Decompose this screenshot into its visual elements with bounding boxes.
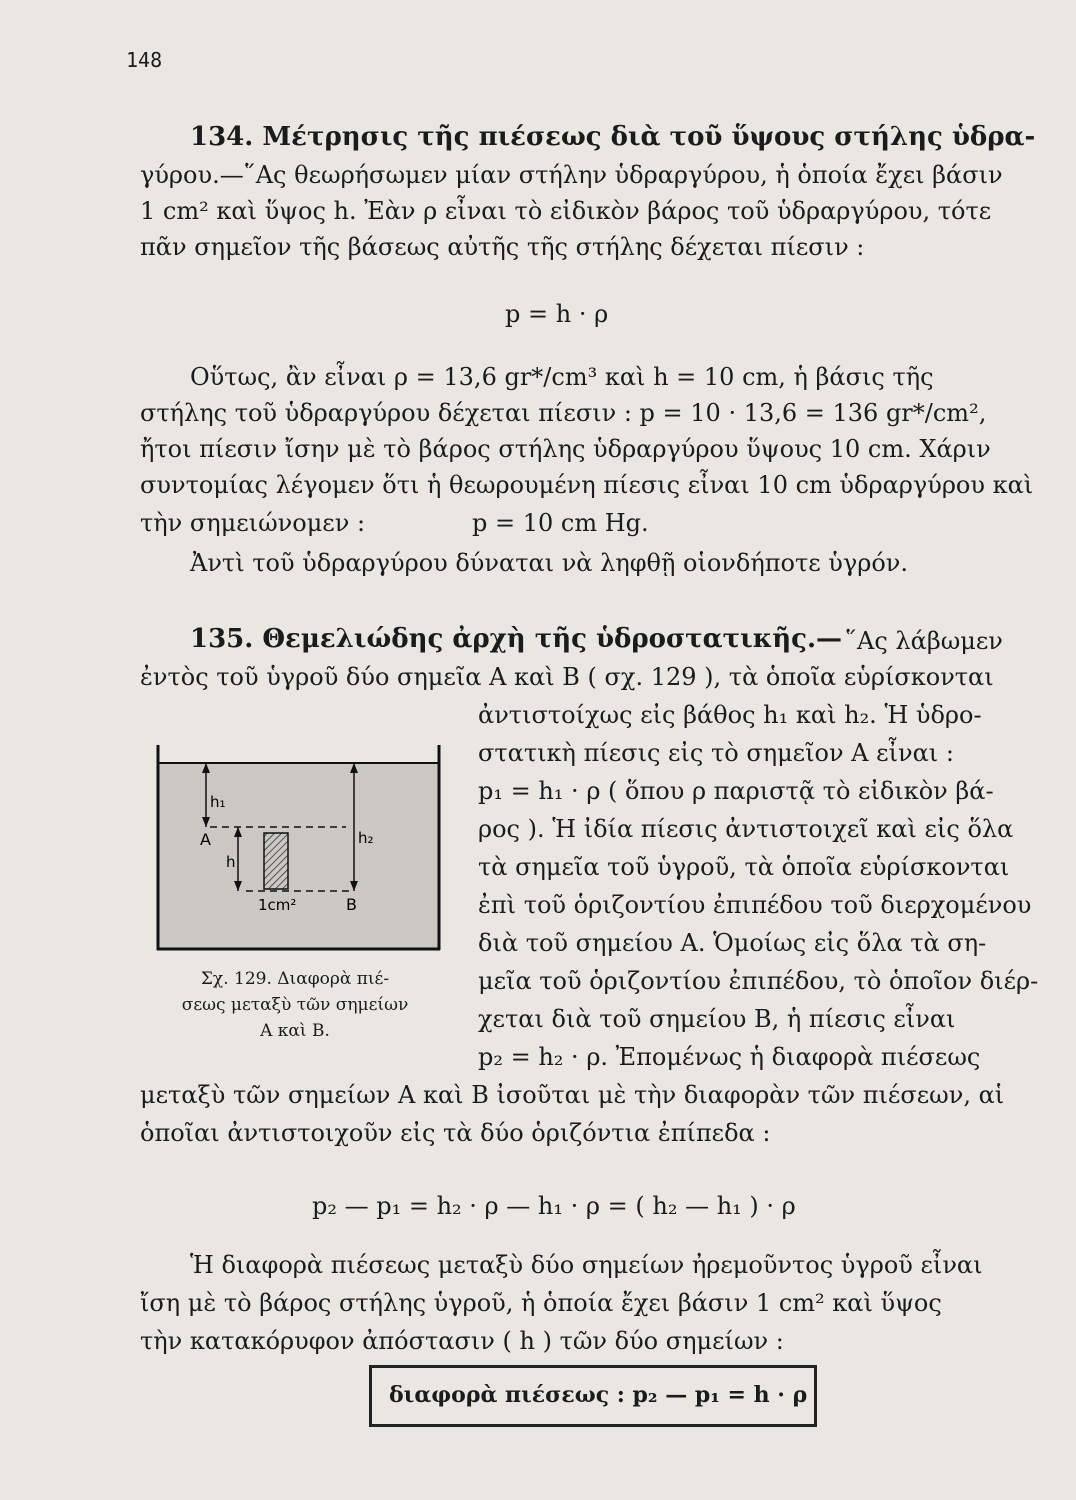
paragraph-line: συντομίας λέγομεν ὅτι ἡ θεωρουμένη πίεσις εἶναι 10 cm ὑδραργύρου καὶ [140, 471, 1034, 499]
side-line: ἐπὶ τοῦ ὁριζοντίου ἐπιπέδου τοῦ διερχομένου [478, 891, 1032, 919]
side-line: p₁ = h₁ · ρ ( ὅπου ρ παριστᾷ τὸ εἰδικὸν βά- [478, 777, 994, 805]
paragraph-line: γύρου.—῞Ας θεωρήσωμεν μίαν στήλην ὑδραργύρου, ἡ ὁποία ἔχει βάσιν [140, 161, 1003, 189]
side-line: p₂ = h₂ · ρ. Ἐπομένως ἡ διαφορὰ πιέσεως [478, 1043, 981, 1071]
label-a: A [200, 830, 211, 849]
boxed-formula: διαφορὰ πιέσεως : p₂ — p₁ = h · ρ [389, 1382, 808, 1408]
paragraph-line: Οὕτως, ἂν εἶναι ρ = 13,6 gr*/cm³ καὶ h = 10 cm, ἡ βάσις τῆς [190, 363, 934, 391]
label-h1: h₁ [210, 793, 226, 811]
paragraph-line: στήλης τοῦ ὑδραργύρου δέχεται πίεσιν : p = 10 · 13,6 = 136 gr*/cm², [140, 399, 987, 427]
paragraph-line: 1 cm² καὶ ὕψος h. Ἐὰν ρ εἶναι τὸ εἰδικὸν βάρος τοῦ ὑδραργύρου, τότε [140, 197, 992, 225]
side-line: διὰ τοῦ σημείου Α. Ὁμοίως εἰς ὅλα τὰ ση- [478, 929, 987, 957]
paragraph-line: ὁποῖαι ἀντιστοιχοῦν εἰς τὰ δύο ὁριζόντια ἐπίπεδα : [140, 1119, 771, 1147]
paragraph-line: ἐντὸς τοῦ ὑγροῦ δύο σημεῖα Α καὶ Β ( σχ. 129 ), τὰ ὁποῖα εὑρίσκονται [140, 663, 994, 691]
paragraph-line: τὴν κατακόρυφον ἀπόστασιν ( h ) τῶν δύο σημείων : [140, 1327, 784, 1355]
formula-pressure: p = h · ρ [505, 300, 609, 328]
side-line: μεῖα τοῦ ὁριζοντίου ἐπιπέδου, τὸ ὁποῖον διέρ- [478, 967, 1039, 995]
paragraph-line: Ἡ διαφορὰ πιέσεως μεταξὺ δύο σημείων ἠρεμοῦντος ὑγροῦ εἶναι [190, 1251, 983, 1279]
liquid-column [264, 833, 288, 889]
caption-line: Σχ. 129. Διαφορὰ πιέ- [200, 969, 390, 989]
caption-line: σεως μεταξὺ τῶν σημείων [181, 995, 409, 1015]
section-135-heading-tail: ῞Ας λάβωμεν [845, 627, 1003, 655]
figure-129-diagram [150, 745, 450, 960]
paragraph-line: ἤτοι πίεσιν ἴσην μὲ τὸ βάρος στήλης ὑδραργύρου ὕψους 10 cm. Χάριν [140, 435, 991, 463]
liquid-fill [158, 763, 438, 949]
label-h: h [226, 853, 236, 871]
formula-difference: p₂ — p₁ = h₂ · ρ — h₁ · ρ = ( h₂ — h₁ ) · ρ [312, 1192, 796, 1220]
side-line: ρος ). Ἡ ἰδία πίεσις ἀντιστοιχεῖ καὶ εἰς ὅλα [478, 815, 1014, 843]
side-line: τὰ σημεῖα τοῦ ὑγροῦ, τὰ ὁποῖα εὑρίσκονται [478, 853, 1010, 881]
caption-line: Α καὶ Β. [260, 1021, 330, 1041]
section-135-heading: 135. Θεμελιώδης ἀρχὴ τῆς ὑδροστατικῆς.— [190, 624, 843, 654]
side-line: στατικὴ πίεσις εἰς τὸ σημεῖον Α εἶναι : [478, 739, 954, 767]
notation-formula: p = 10 cm Hg. [472, 509, 649, 537]
page-number: 148 [126, 48, 163, 72]
notation-lead: τὴν σημειώνομεν : [140, 509, 366, 537]
side-line: χεται διὰ τοῦ σημείου Β, ἡ πίεσις εἶναι [478, 1005, 956, 1033]
side-line: ἀντιστοίχως εἰς βάθος h₁ καὶ h₂. Ἡ ὑδρο- [478, 701, 982, 729]
label-b: B [346, 895, 357, 914]
label-h2: h₂ [358, 829, 374, 847]
label-area: 1cm² [258, 896, 297, 914]
paragraph-line: ἴση μὲ τὸ βάρος στήλης ὑγροῦ, ἡ ὁποία ἔχει βάσιν 1 cm² καὶ ὕψος [140, 1289, 942, 1317]
paragraph-line: μεταξὺ τῶν σημείων Α καὶ Β ἰσοῦται μὲ τὴν διαφορὰν τῶν πιέσεων, αἱ [140, 1081, 1005, 1109]
paragraph-line: πᾶν σημεῖον τῆς βάσεως αὐτῆς τῆς στήλης δέχεται πίεσιν : [140, 233, 865, 261]
section-134-heading: 134. Μέτρησις τῆς πιέσεως διὰ τοῦ ὕψους στήλης ὑδρα- [190, 122, 1036, 152]
figure-caption [150, 966, 440, 1044]
paragraph-line: Ἀντὶ τοῦ ὑδραργύρου δύναται νὰ ληφθῇ οἱονδήποτε ὑγρόν. [190, 549, 908, 577]
